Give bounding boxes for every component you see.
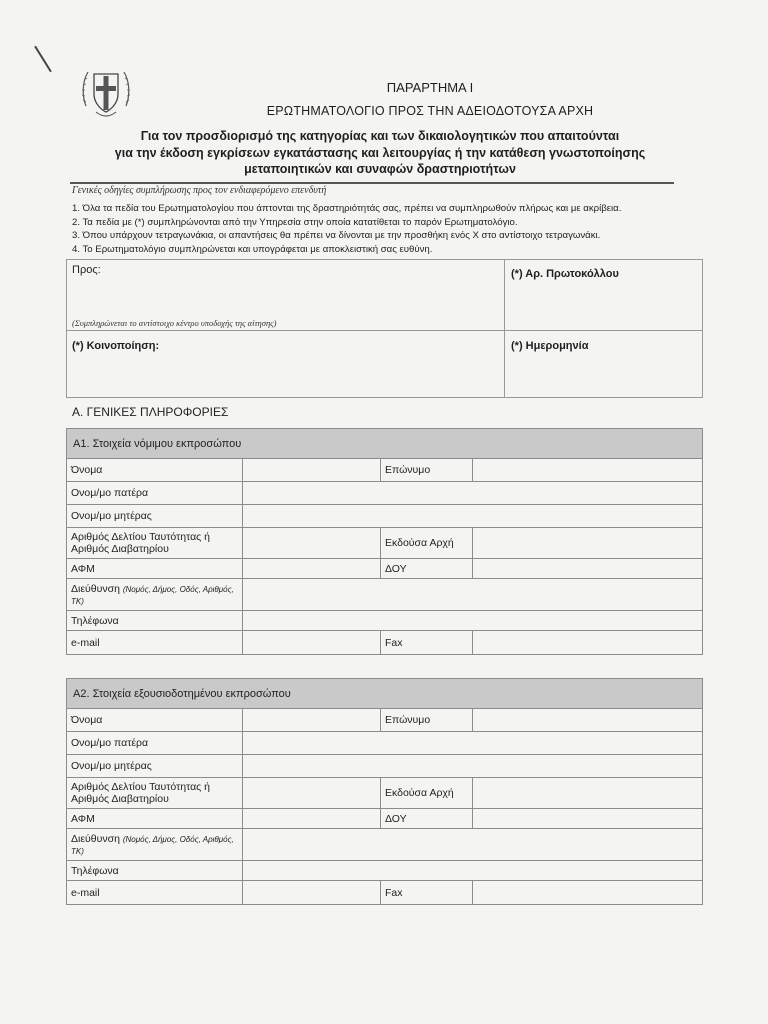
date-label: (*) Ημερομηνία <box>511 340 589 352</box>
a1-name-label: Όνομα <box>67 459 243 482</box>
document-subtitle: Για τον προσδιορισμό της κατηγορίας και των δικαιολογητικών που απαιτούνται για την έκδοση εγκρίσεων εγκατάστασης και λειτουργίας ή την κατάθεση γνωστοποίησης μεταποιητικών και συναφών δραστηριοτήτων <box>114 129 646 176</box>
a2-fax-label: Fax <box>381 881 473 905</box>
a1-id-field[interactable] <box>243 528 381 559</box>
a2-table <box>66 678 703 905</box>
a1-fax-label: Fax <box>381 631 473 655</box>
a2-doy-label: ΔΟΥ <box>381 809 473 829</box>
a1-father-field[interactable] <box>243 482 703 505</box>
a2-afm-field[interactable] <box>243 809 381 829</box>
a2-surname-label: Επώνυμο <box>381 709 473 732</box>
a2-id-field[interactable] <box>243 778 381 809</box>
a2-phones-label: Τηλέφωνα <box>67 861 243 881</box>
a2-phones-field[interactable] <box>243 861 703 881</box>
a1-afm-label: ΑΦΜ <box>67 559 243 579</box>
a1-email-field[interactable] <box>243 631 381 655</box>
title-divider <box>70 182 674 184</box>
a1-name-field[interactable] <box>243 459 381 482</box>
a1-header: Α1. Στοιχεία νόμιμου εκπροσώπου <box>67 429 703 459</box>
instructions-list <box>72 202 621 256</box>
a1-table <box>66 428 703 655</box>
instruction-item: 4. Το Ερωτηματολόγιο συμπληρώνεται και υπογράφεται με αποκλειστική σας ευθύνη. <box>72 243 433 255</box>
to-note: (Συμπληρώνεται το αντίστοιχο κέντρο υποδοχής της αίτησης) <box>72 318 277 328</box>
a2-address-label: Διεύθυνση (Νομός, Δήμος, Οδός, Αριθμός, ΤΚ) <box>67 829 243 861</box>
a1-phones-label: Τηλέφωνα <box>67 611 243 631</box>
a2-id-label: Αριθμός Δελτίου Ταυτότητας ή Αριθμός Διαβατηρίου <box>67 778 243 809</box>
a2-doy-field[interactable] <box>473 809 703 829</box>
a1-id-label: Αριθμός Δελτίου Ταυτότητας ή Αριθμός Διαβατηρίου <box>67 528 243 559</box>
a2-afm-label: ΑΦΜ <box>67 809 243 829</box>
a1-address-label: Διεύθυνση (Νομός, Δήμος, Οδός, Αριθμός, ΤΚ) <box>67 579 243 611</box>
a1-email-label: e-mail <box>67 631 243 655</box>
document-title: ΕΡΩΤΗΜΑΤΟΛΟΓΙΟ ΠΡΟΣ ΤΗΝ ΑΔΕΙΟΔΟΤΟΥΣΑ ΑΡΧΗ <box>266 104 594 118</box>
a2-issuer-label: Εκδούσα Αρχή <box>381 778 473 809</box>
a1-doy-field[interactable] <box>473 559 703 579</box>
a1-father-label: Ονομ/μο πατέρα <box>67 482 243 505</box>
annex-title: ΠΑΡΑΡΤΗΜΑ Ι <box>386 80 474 95</box>
a1-surname-field[interactable] <box>473 459 703 482</box>
instructions-title: Γενικές οδηγίες συμπλήρωσης προς τον ενδιαφερόμενο επενδυτή <box>72 185 327 196</box>
greek-coat-of-arms-icon <box>80 62 132 124</box>
a1-issuer-label: Εκδούσα Αρχή <box>381 528 473 559</box>
a1-address-field[interactable] <box>243 579 703 611</box>
instruction-item: 2. Τα πεδία με (*) συμπληρώνονται από την Υπηρεσία στην οποία κατατίθεται το παρόν Ερωτηματολόγιο. <box>72 216 518 228</box>
to-label: Προς: <box>72 264 101 276</box>
a2-father-label: Ονομ/μο πατέρα <box>67 732 243 755</box>
a2-issuer-field[interactable] <box>473 778 703 809</box>
a1-afm-field[interactable] <box>243 559 381 579</box>
a2-mother-field[interactable] <box>243 755 703 778</box>
a2-name-field[interactable] <box>243 709 381 732</box>
a2-surname-field[interactable] <box>473 709 703 732</box>
section-a-title: Α. ΓΕΝΙΚΕΣ ΠΛΗΡΟΦΟΡΙΕΣ <box>72 405 229 419</box>
a2-father-field[interactable] <box>243 732 703 755</box>
a1-issuer-field[interactable] <box>473 528 703 559</box>
a1-surname-label: Επώνυμο <box>381 459 473 482</box>
cc-label: (*) Κοινοποίηση: <box>72 340 160 352</box>
a2-fax-field[interactable] <box>473 881 703 905</box>
a2-address-field[interactable] <box>243 829 703 861</box>
a1-doy-label: ΔΟΥ <box>381 559 473 579</box>
a2-mother-label: Ονομ/μο μητέρας <box>67 755 243 778</box>
a1-phones-field[interactable] <box>243 611 703 631</box>
instruction-item: 1. Όλα τα πεδία του Ερωτηματολογίου που άπτονται της δραστηριότητάς σας, πρέπει να συμπληρωθούν πλήρως και με ακρίβεια. <box>72 203 622 214</box>
a2-header: Α2. Στοιχεία εξουσιοδοτημένου εκπροσώπου <box>67 679 703 709</box>
a2-email-field[interactable] <box>243 881 381 905</box>
a2-name-label: Όνομα <box>67 709 243 732</box>
a2-email-label: e-mail <box>67 881 243 905</box>
instruction-item: 3. Όπου υπάρχουν τετραγωνάκια, οι απαντήσεις θα πρέπει να δίνονται με την προσθήκη ενός Χ στο αντίστοιχο τετραγωνάκι. <box>72 230 601 241</box>
scan-mark <box>34 46 52 73</box>
protocol-label: (*) Αρ. Πρωτοκόλλου <box>511 268 619 280</box>
a1-mother-field[interactable] <box>243 505 703 528</box>
a1-fax-field[interactable] <box>473 631 703 655</box>
a1-mother-label: Ονομ/μο μητέρας <box>67 505 243 528</box>
